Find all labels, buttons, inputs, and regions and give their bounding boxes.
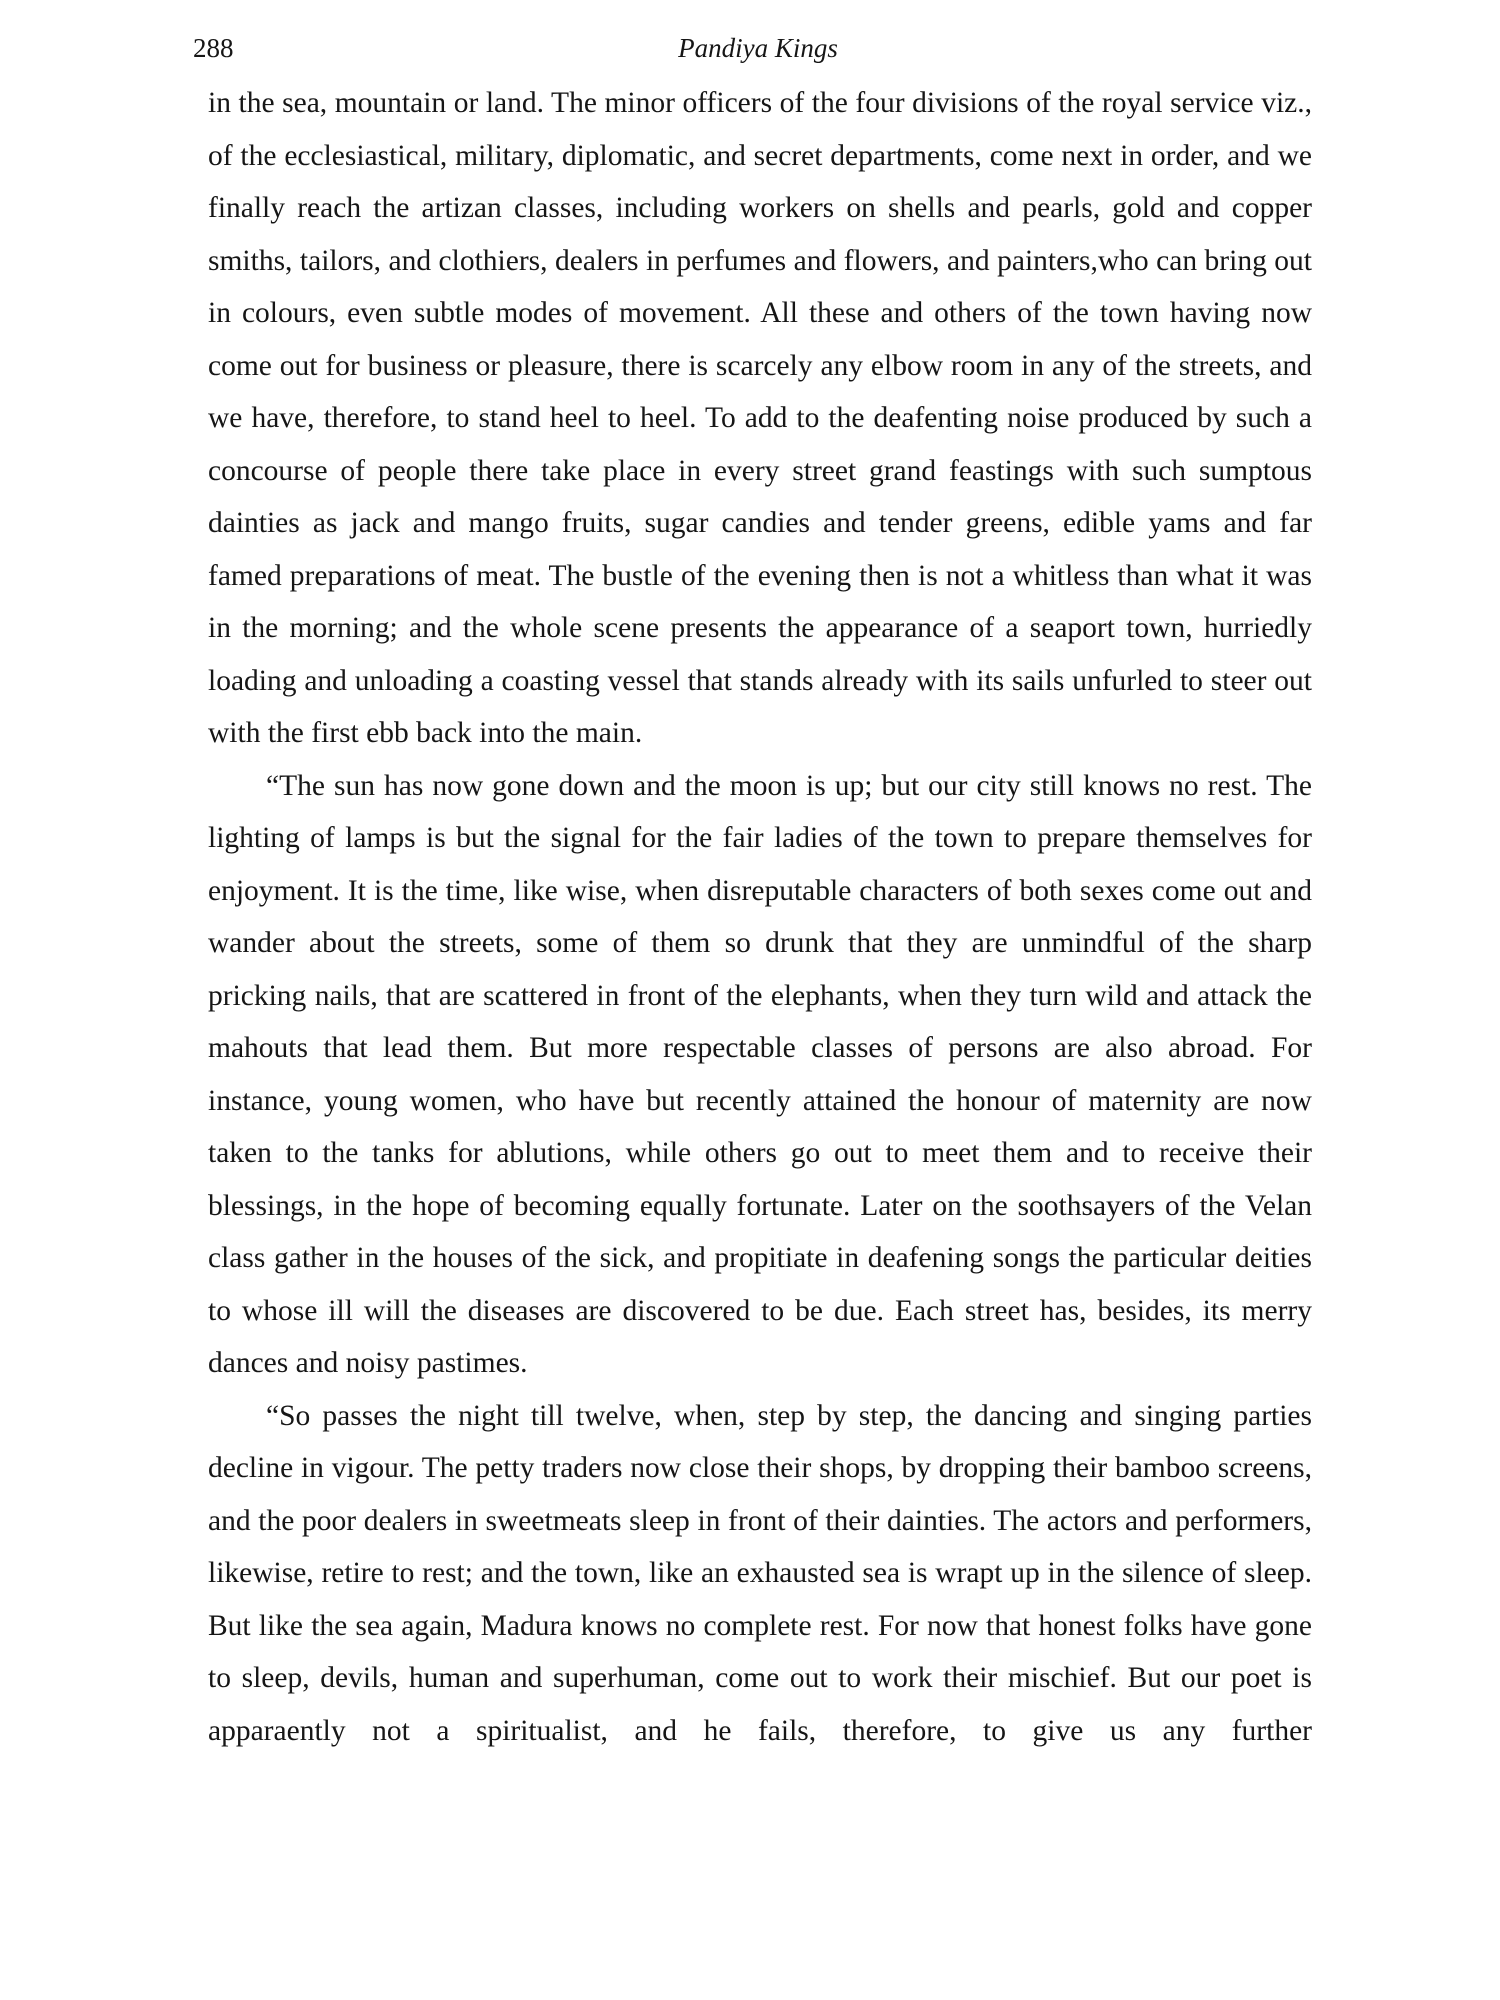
running-title: Pandiya Kings: [678, 33, 838, 63]
paragraph-continued: in the sea, mountain or land. The minor officers of the four divisions of the royal service viz., of the ecclesiastical, military, diplomatic, and secret departments, come next in order, and we finally reach the artizan classes, including workers on shells and pearls, gold and copper smiths, tailors, and clothiers, dealers in perfumes and flowers, and painters,who can bring out in colours, even subtle modes of movement. All these and others of the town having now come out for business or pleasure, there is scarcely any elbow room in any of the streets, and we have, therefore, to stand heel to heel. To add to the deafenting noise produced by such a concourse of people there take place in every street grand feastings with such sumptous dainties as jack and mango fruits, sugar candies and tender greens, edible yams and far famed preparations of meat. The bustle of the evening then is not a whitless than what it was in the morning; and the whole scene presents the appearance of a seaport town, hurriedly loading and unloading a coasting vessel that stands already with its sails unfurled to steer out with the first ebb back into the main.: [208, 87, 1312, 749]
paragraph-night-till-twelve: “So passes the night till twelve, when, step by step, the dancing and singing parties decline in vigour. The petty traders now close their shops, by dropping their bamboo screens, and the poor dealers in sweetmeats sleep in front of their dainties. The actors and performers, likewise, retire to rest; and the town, like an exhausted sea is wrapt up in the silence of sleep. But like the sea again, Madura knows no complete rest. For now that honest folks have gone to sleep, devils, human and superhuman, come out to work their mischief. But our poet is apparaently not a spiritualist, and he fails, therefore, to give us any further: [208, 1399, 1312, 1747]
running-header: [193, 28, 1323, 68]
body-text: [208, 77, 1312, 1757]
page-number: 288: [193, 33, 234, 63]
paragraph-sun-gone-down: “The sun has now gone down and the moon is up; but our city still knows no rest. The lighting of lamps is but the signal for the fair ladies of the town to prepare themselves for enjoyment. It is the time, like wise, when disreputable characters of both sexes come out and wander about the streets, some of them so drunk that they are unmindful of the sharp pricking nails, that are scattered in front of the elephants, when they turn wild and attack the mahouts that lead them. But more respectable classes of persons are also abroad. For instance, young women, who have but recently attained the honour of maternity are now taken to the tanks for ablutions, while others go out to meet them and to receive their blessings, in the hope of becoming equally fortunate. Later on the soothsayers of the Velan class gather in the houses of the sick, and propitiate in deafening songs the particular deities to whose ill will the diseases are discovered to be due. Each street has, besides, its merry dances and noisy pastimes.: [208, 769, 1312, 1379]
